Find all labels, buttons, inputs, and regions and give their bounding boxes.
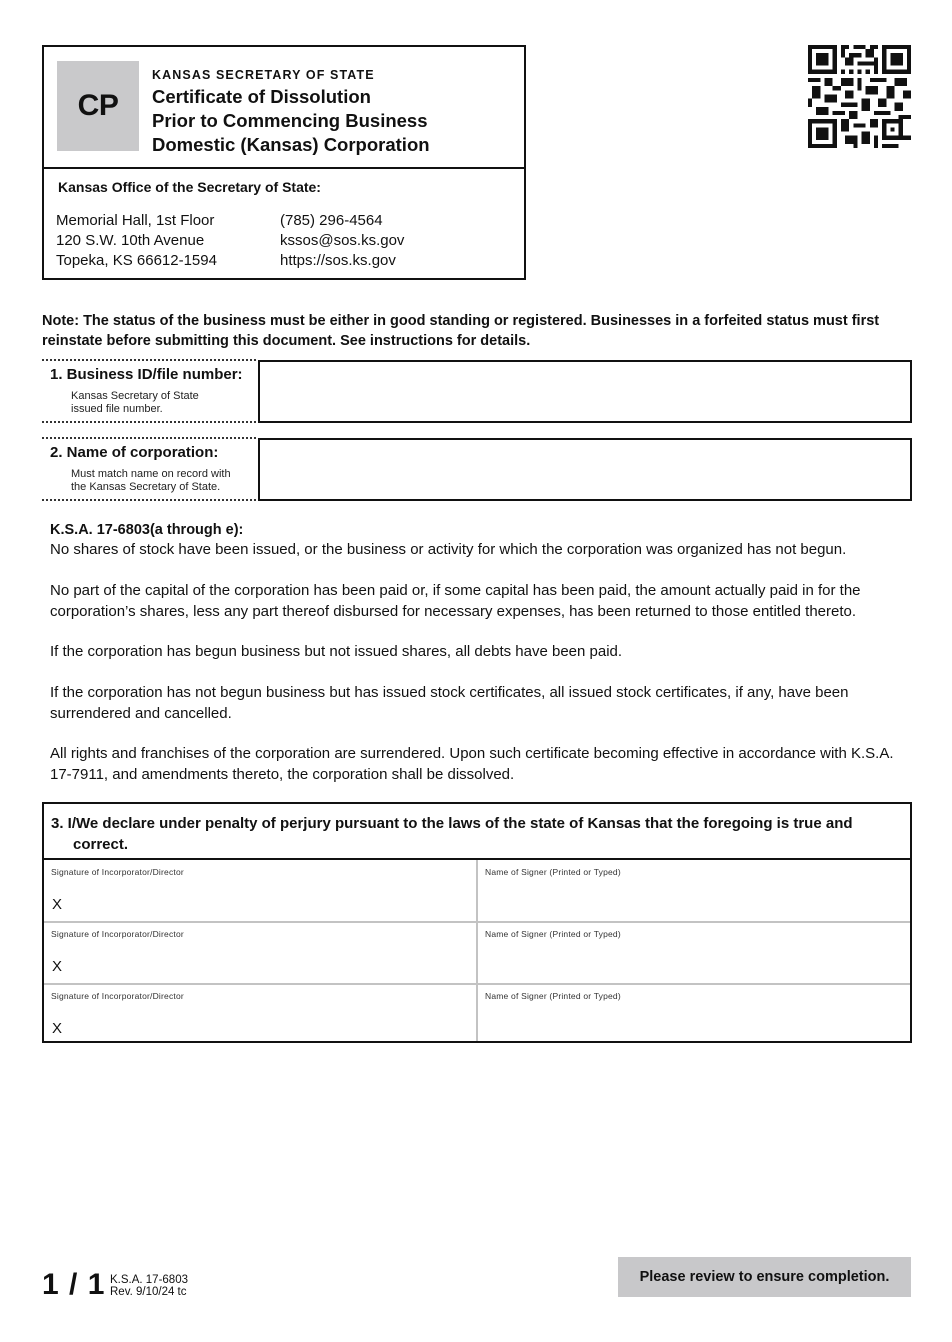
form-title-block [44,47,524,169]
signature-mark: X [52,1020,63,1037]
signer-name-label: Name of Signer (Printed or Typed) [485,991,621,1001]
signature-label: Signature of Incorporator/Director [51,929,184,939]
statute-paragraph-3: If the corporation has begun business but not issued shares, all debts have been paid. [50,643,623,660]
address-line-2: 120 S.W. 10th Avenue [56,232,205,249]
footer-statute-ref: K.S.A. 17-6803 [110,1274,188,1286]
form-title-line-1: Certificate of Dissolution [152,86,371,107]
page-number: 1 / 1 [42,1268,106,1301]
business-id-hint [71,390,199,415]
footer-revision: Rev. 9/10/24 tc [110,1286,187,1298]
signature-label: Signature of Incorporator/Director [51,991,184,1001]
signer-name-field[interactable] [478,922,910,983]
office-email[interactable]: kssos@sos.ks.gov [280,232,405,249]
signature-field[interactable] [44,922,478,983]
field-business-id-label [42,359,256,423]
signature-row [44,984,910,1041]
hint-line: Kansas Secretary of State [71,390,199,402]
signature-row [44,922,910,985]
agency-name: KANSAS SECRETARY OF STATE [152,68,375,82]
statute-paragraph-5: All rights and franchises of the corporation are surrendered. Upon such certificate becoming effective in accordance with K.S.A. 17-7911, and amendments thereto, the corporation shall be dissolved. [50,745,894,783]
statute-paragraph-2: No part of the capital of the corporation has been paid or, if some capital has been paid, the amount actually paid in for the corporation’s shares, less any part thereof disbursed for necessary expenses, has been returned to those entitled thereto. [50,582,861,620]
signature-label: Signature of Incorporator/Director [51,867,184,877]
office-heading: Kansas Office of the Secretary of State: [58,179,321,195]
statute-heading: K.S.A. 17-6803(a through e): [50,522,244,538]
office-website[interactable]: https://sos.ks.gov [280,252,396,269]
review-notice: Please review to ensure completion. [618,1257,911,1297]
hint-line: issued file number. [71,402,163,415]
status-note: Note: The status of the business must be either in good standing or registered. Businesses in a forfeited status must first reinstate before submitting this document. See instructions for details. [42,313,880,349]
field-corporation-name-label [42,437,256,501]
office-address [56,211,217,271]
signature-row [44,860,910,923]
signer-name-label: Name of Signer (Printed or Typed) [485,929,621,939]
corporation-name-input[interactable] [258,438,912,501]
office-contact [280,211,404,271]
address-line-3: Topeka, KS 66612-1594 [56,252,217,269]
form-title-line-3: Domestic (Kansas) Corporation [152,134,430,155]
corporation-name-hint [71,468,231,493]
form-code-badge: CP [57,61,139,151]
declaration-header [44,804,910,860]
signer-name-field[interactable] [478,860,910,921]
corporation-name-label: 2. Name of corporation: [50,444,219,461]
business-id-input[interactable] [258,360,912,423]
footer-meta [110,1274,188,1298]
statute-paragraph-1: No shares of stock have been issued, or the business or activity for which the corporation was organized has not begun. [50,541,847,558]
business-id-label: 1. Business ID/file number: [50,366,243,383]
signature-field[interactable] [44,860,478,921]
declaration-section [42,802,912,1043]
signer-name-field[interactable] [478,984,910,1041]
qr-code-icon [808,45,911,148]
signature-field[interactable] [44,984,478,1041]
hint-line: the Kansas Secretary of State. [71,480,221,493]
signer-name-label: Name of Signer (Printed or Typed) [485,867,621,877]
signature-mark: X [52,958,63,975]
form-title-line-2: Prior to Commencing Business [152,110,428,131]
address-line-1: Memorial Hall, 1st Floor [56,212,215,229]
office-phone: (785) 296-4564 [280,212,383,229]
signature-mark: X [52,896,63,913]
form-header [42,45,526,280]
statute-paragraph-4: If the corporation has not begun business but has issued stock certificates, all issued stock certificates, if any, have been surrendered and cancelled. [50,684,849,722]
hint-line: Must match name on record with [71,468,231,480]
declaration-text: 3. I/We declare under penalty of perjury pursuant to the laws of the state of Kansas that the foregoing is true and correct. [51,815,853,853]
